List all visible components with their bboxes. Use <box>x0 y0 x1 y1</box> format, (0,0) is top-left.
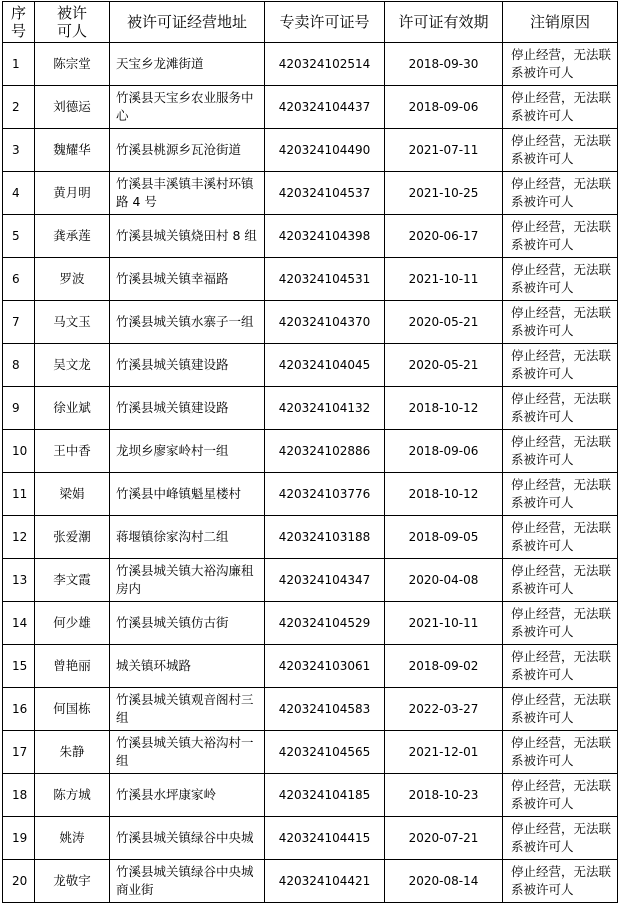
cell-address: 蒋堰镇徐家沟村二组 <box>110 516 265 559</box>
cell-cancel-reason: 停止经营，无法联系被许可人 <box>503 817 618 860</box>
cell-licensee: 吴文龙 <box>35 344 110 387</box>
cell-address: 竹溪县城关镇幸福路 <box>110 258 265 301</box>
cell-expiry-date: 2018-10-12 <box>385 387 503 430</box>
cell-cancel-reason: 停止经营，无法联系被许可人 <box>503 774 618 817</box>
cell-address: 竹溪县桃源乡瓦沧街道 <box>110 129 265 172</box>
cell-no: 6 <box>3 258 35 301</box>
table-row <box>3 43 618 86</box>
cell-licensee: 朱静 <box>35 731 110 774</box>
cell-expiry-date: 2022-03-27 <box>385 688 503 731</box>
header-row <box>3 2 618 43</box>
cell-license-number: 420324104347 <box>265 559 385 602</box>
cell-no: 11 <box>3 473 35 516</box>
cell-expiry-date: 2018-09-30 <box>385 43 503 86</box>
cell-no: 19 <box>3 817 35 860</box>
cell-cancel-reason: 停止经营，无法联系被许可人 <box>503 258 618 301</box>
cell-licensee: 龚承莲 <box>35 215 110 258</box>
cell-no: 15 <box>3 645 35 688</box>
cell-cancel-reason: 停止经营，无法联系被许可人 <box>503 86 618 129</box>
cell-expiry-date: 2020-07-21 <box>385 817 503 860</box>
table-row <box>3 688 618 731</box>
header-no <box>3 2 35 43</box>
cell-expiry-date: 2020-05-21 <box>385 344 503 387</box>
table-row <box>3 774 618 817</box>
cell-licensee: 梁娟 <box>35 473 110 516</box>
cell-cancel-reason: 停止经营，无法联系被许可人 <box>503 731 618 774</box>
cell-licensee: 李文霞 <box>35 559 110 602</box>
cell-licensee: 姚涛 <box>35 817 110 860</box>
table-row <box>3 258 618 301</box>
table-row <box>3 129 618 172</box>
cell-address: 竹溪县城关镇仿古街 <box>110 602 265 645</box>
cell-address: 竹溪县城关镇大裕沟村一组 <box>110 731 265 774</box>
cell-address: 竹溪县城关镇绿谷中央城商业街 <box>110 860 265 903</box>
cell-no: 5 <box>3 215 35 258</box>
cell-address: 竹溪县城关镇烧田村 8 组 <box>110 215 265 258</box>
cell-expiry-date: 2021-07-11 <box>385 129 503 172</box>
cell-no: 2 <box>3 86 35 129</box>
cell-license-number: 420324104421 <box>265 860 385 903</box>
cell-address: 竹溪县城关镇建设路 <box>110 344 265 387</box>
cell-cancel-reason: 停止经营，无法联系被许可人 <box>503 559 618 602</box>
cell-expiry-date: 2021-10-11 <box>385 258 503 301</box>
cell-license-number: 420324104398 <box>265 215 385 258</box>
cell-licensee: 曾艳丽 <box>35 645 110 688</box>
table-row <box>3 860 618 903</box>
cell-no: 4 <box>3 172 35 215</box>
cell-expiry-date: 2021-10-25 <box>385 172 503 215</box>
cell-address: 竹溪县城关镇大裕沟廉租房内 <box>110 559 265 602</box>
cell-expiry-date: 2018-10-23 <box>385 774 503 817</box>
cell-address: 龙坝乡廖家岭村一组 <box>110 430 265 473</box>
cell-cancel-reason: 停止经营，无法联系被许可人 <box>503 387 618 430</box>
cell-no: 3 <box>3 129 35 172</box>
table-row <box>3 817 618 860</box>
cell-expiry-date: 2020-05-21 <box>385 301 503 344</box>
cell-expiry-date: 2018-09-06 <box>385 430 503 473</box>
cell-licensee: 黄月明 <box>35 172 110 215</box>
cell-cancel-reason: 停止经营，无法联系被许可人 <box>503 516 618 559</box>
cell-licensee: 王中香 <box>35 430 110 473</box>
cell-cancel-reason: 停止经营，无法联系被许可人 <box>503 43 618 86</box>
cell-license-number: 420324104531 <box>265 258 385 301</box>
header-license: 专卖许可证号 <box>265 2 385 43</box>
cell-no: 8 <box>3 344 35 387</box>
header-name-text: 被许可人 <box>56 4 87 40</box>
cell-cancel-reason: 停止经营，无法联系被许可人 <box>503 172 618 215</box>
license-cancellation-table <box>2 1 618 903</box>
cell-expiry-date: 2020-04-08 <box>385 559 503 602</box>
table-row <box>3 387 618 430</box>
cell-cancel-reason: 停止经营，无法联系被许可人 <box>503 301 618 344</box>
header-reason: 注销原因 <box>503 2 618 43</box>
cell-licensee: 刘德运 <box>35 86 110 129</box>
cell-licensee: 张爱潮 <box>35 516 110 559</box>
cell-cancel-reason: 停止经营，无法联系被许可人 <box>503 645 618 688</box>
cell-expiry-date: 2018-10-12 <box>385 473 503 516</box>
cell-cancel-reason: 停止经营，无法联系被许可人 <box>503 602 618 645</box>
table-row <box>3 473 618 516</box>
cell-licensee: 何国栋 <box>35 688 110 731</box>
header-expiry: 许可证有效期 <box>385 2 503 43</box>
cell-no: 20 <box>3 860 35 903</box>
cell-expiry-date: 2018-09-05 <box>385 516 503 559</box>
cell-license-number: 420324104437 <box>265 86 385 129</box>
cell-license-number: 420324102886 <box>265 430 385 473</box>
header-address: 被许可证经营地址 <box>110 2 265 43</box>
table-body <box>3 43 618 903</box>
table-row <box>3 301 618 344</box>
cell-expiry-date: 2020-06-17 <box>385 215 503 258</box>
header-name <box>35 2 110 43</box>
cell-no: 14 <box>3 602 35 645</box>
cell-license-number: 420324104490 <box>265 129 385 172</box>
cell-expiry-date: 2021-10-11 <box>385 602 503 645</box>
cell-expiry-date: 2018-09-06 <box>385 86 503 129</box>
table-row <box>3 559 618 602</box>
cell-no: 18 <box>3 774 35 817</box>
table-row <box>3 344 618 387</box>
cell-licensee: 陈宗堂 <box>35 43 110 86</box>
header-no-text: 序号 <box>10 4 26 40</box>
cell-license-number: 420324104132 <box>265 387 385 430</box>
cell-cancel-reason: 停止经营，无法联系被许可人 <box>503 473 618 516</box>
cell-address: 竹溪县中峰镇魁星楼村 <box>110 473 265 516</box>
cell-address: 天宝乡龙滩街道 <box>110 43 265 86</box>
cell-address: 竹溪县城关镇观音阁村三组 <box>110 688 265 731</box>
cell-address: 竹溪县天宝乡农业服务中心 <box>110 86 265 129</box>
cell-address: 竹溪县水坪康家岭 <box>110 774 265 817</box>
cell-license-number: 420324104415 <box>265 817 385 860</box>
table-row <box>3 215 618 258</box>
cell-license-number: 420324104565 <box>265 731 385 774</box>
cell-no: 17 <box>3 731 35 774</box>
cell-cancel-reason: 停止经营，无法联系被许可人 <box>503 860 618 903</box>
cell-licensee: 魏耀华 <box>35 129 110 172</box>
cell-cancel-reason: 停止经营，无法联系被许可人 <box>503 129 618 172</box>
cell-no: 12 <box>3 516 35 559</box>
cell-no: 10 <box>3 430 35 473</box>
cell-cancel-reason: 停止经营，无法联系被许可人 <box>503 688 618 731</box>
table-row <box>3 602 618 645</box>
cell-licensee: 陈方城 <box>35 774 110 817</box>
cell-address: 竹溪县城关镇绿谷中央城 <box>110 817 265 860</box>
cell-address: 竹溪县城关镇水寨子一组 <box>110 301 265 344</box>
table-row <box>3 645 618 688</box>
cell-license-number: 420324104529 <box>265 602 385 645</box>
cell-license-number: 420324103776 <box>265 473 385 516</box>
table-row <box>3 516 618 559</box>
cell-no: 7 <box>3 301 35 344</box>
cell-no: 16 <box>3 688 35 731</box>
cell-license-number: 420324103061 <box>265 645 385 688</box>
cell-license-number: 420324104185 <box>265 774 385 817</box>
table-header <box>3 2 618 43</box>
cell-no: 9 <box>3 387 35 430</box>
table-row <box>3 172 618 215</box>
cell-cancel-reason: 停止经营，无法联系被许可人 <box>503 430 618 473</box>
cell-expiry-date: 2018-09-02 <box>385 645 503 688</box>
cell-license-number: 420324104370 <box>265 301 385 344</box>
cell-expiry-date: 2021-12-01 <box>385 731 503 774</box>
cell-license-number: 420324104537 <box>265 172 385 215</box>
table-row <box>3 86 618 129</box>
cell-address: 竹溪县丰溪镇丰溪村环镇路 4 号 <box>110 172 265 215</box>
cell-address: 城关镇环城路 <box>110 645 265 688</box>
cell-licensee: 马文玉 <box>35 301 110 344</box>
cell-license-number: 420324103188 <box>265 516 385 559</box>
cell-licensee: 罗波 <box>35 258 110 301</box>
cell-license-number: 420324104045 <box>265 344 385 387</box>
cell-license-number: 420324104583 <box>265 688 385 731</box>
cell-cancel-reason: 停止经营，无法联系被许可人 <box>503 215 618 258</box>
table-row <box>3 731 618 774</box>
cell-expiry-date: 2020-08-14 <box>385 860 503 903</box>
cell-no: 1 <box>3 43 35 86</box>
cell-licensee: 徐业斌 <box>35 387 110 430</box>
cell-license-number: 420324102514 <box>265 43 385 86</box>
cell-address: 竹溪县城关镇建设路 <box>110 387 265 430</box>
table-row <box>3 430 618 473</box>
cell-licensee: 龙敬宇 <box>35 860 110 903</box>
cell-no: 13 <box>3 559 35 602</box>
cell-cancel-reason: 停止经营，无法联系被许可人 <box>503 344 618 387</box>
cell-licensee: 何少雄 <box>35 602 110 645</box>
